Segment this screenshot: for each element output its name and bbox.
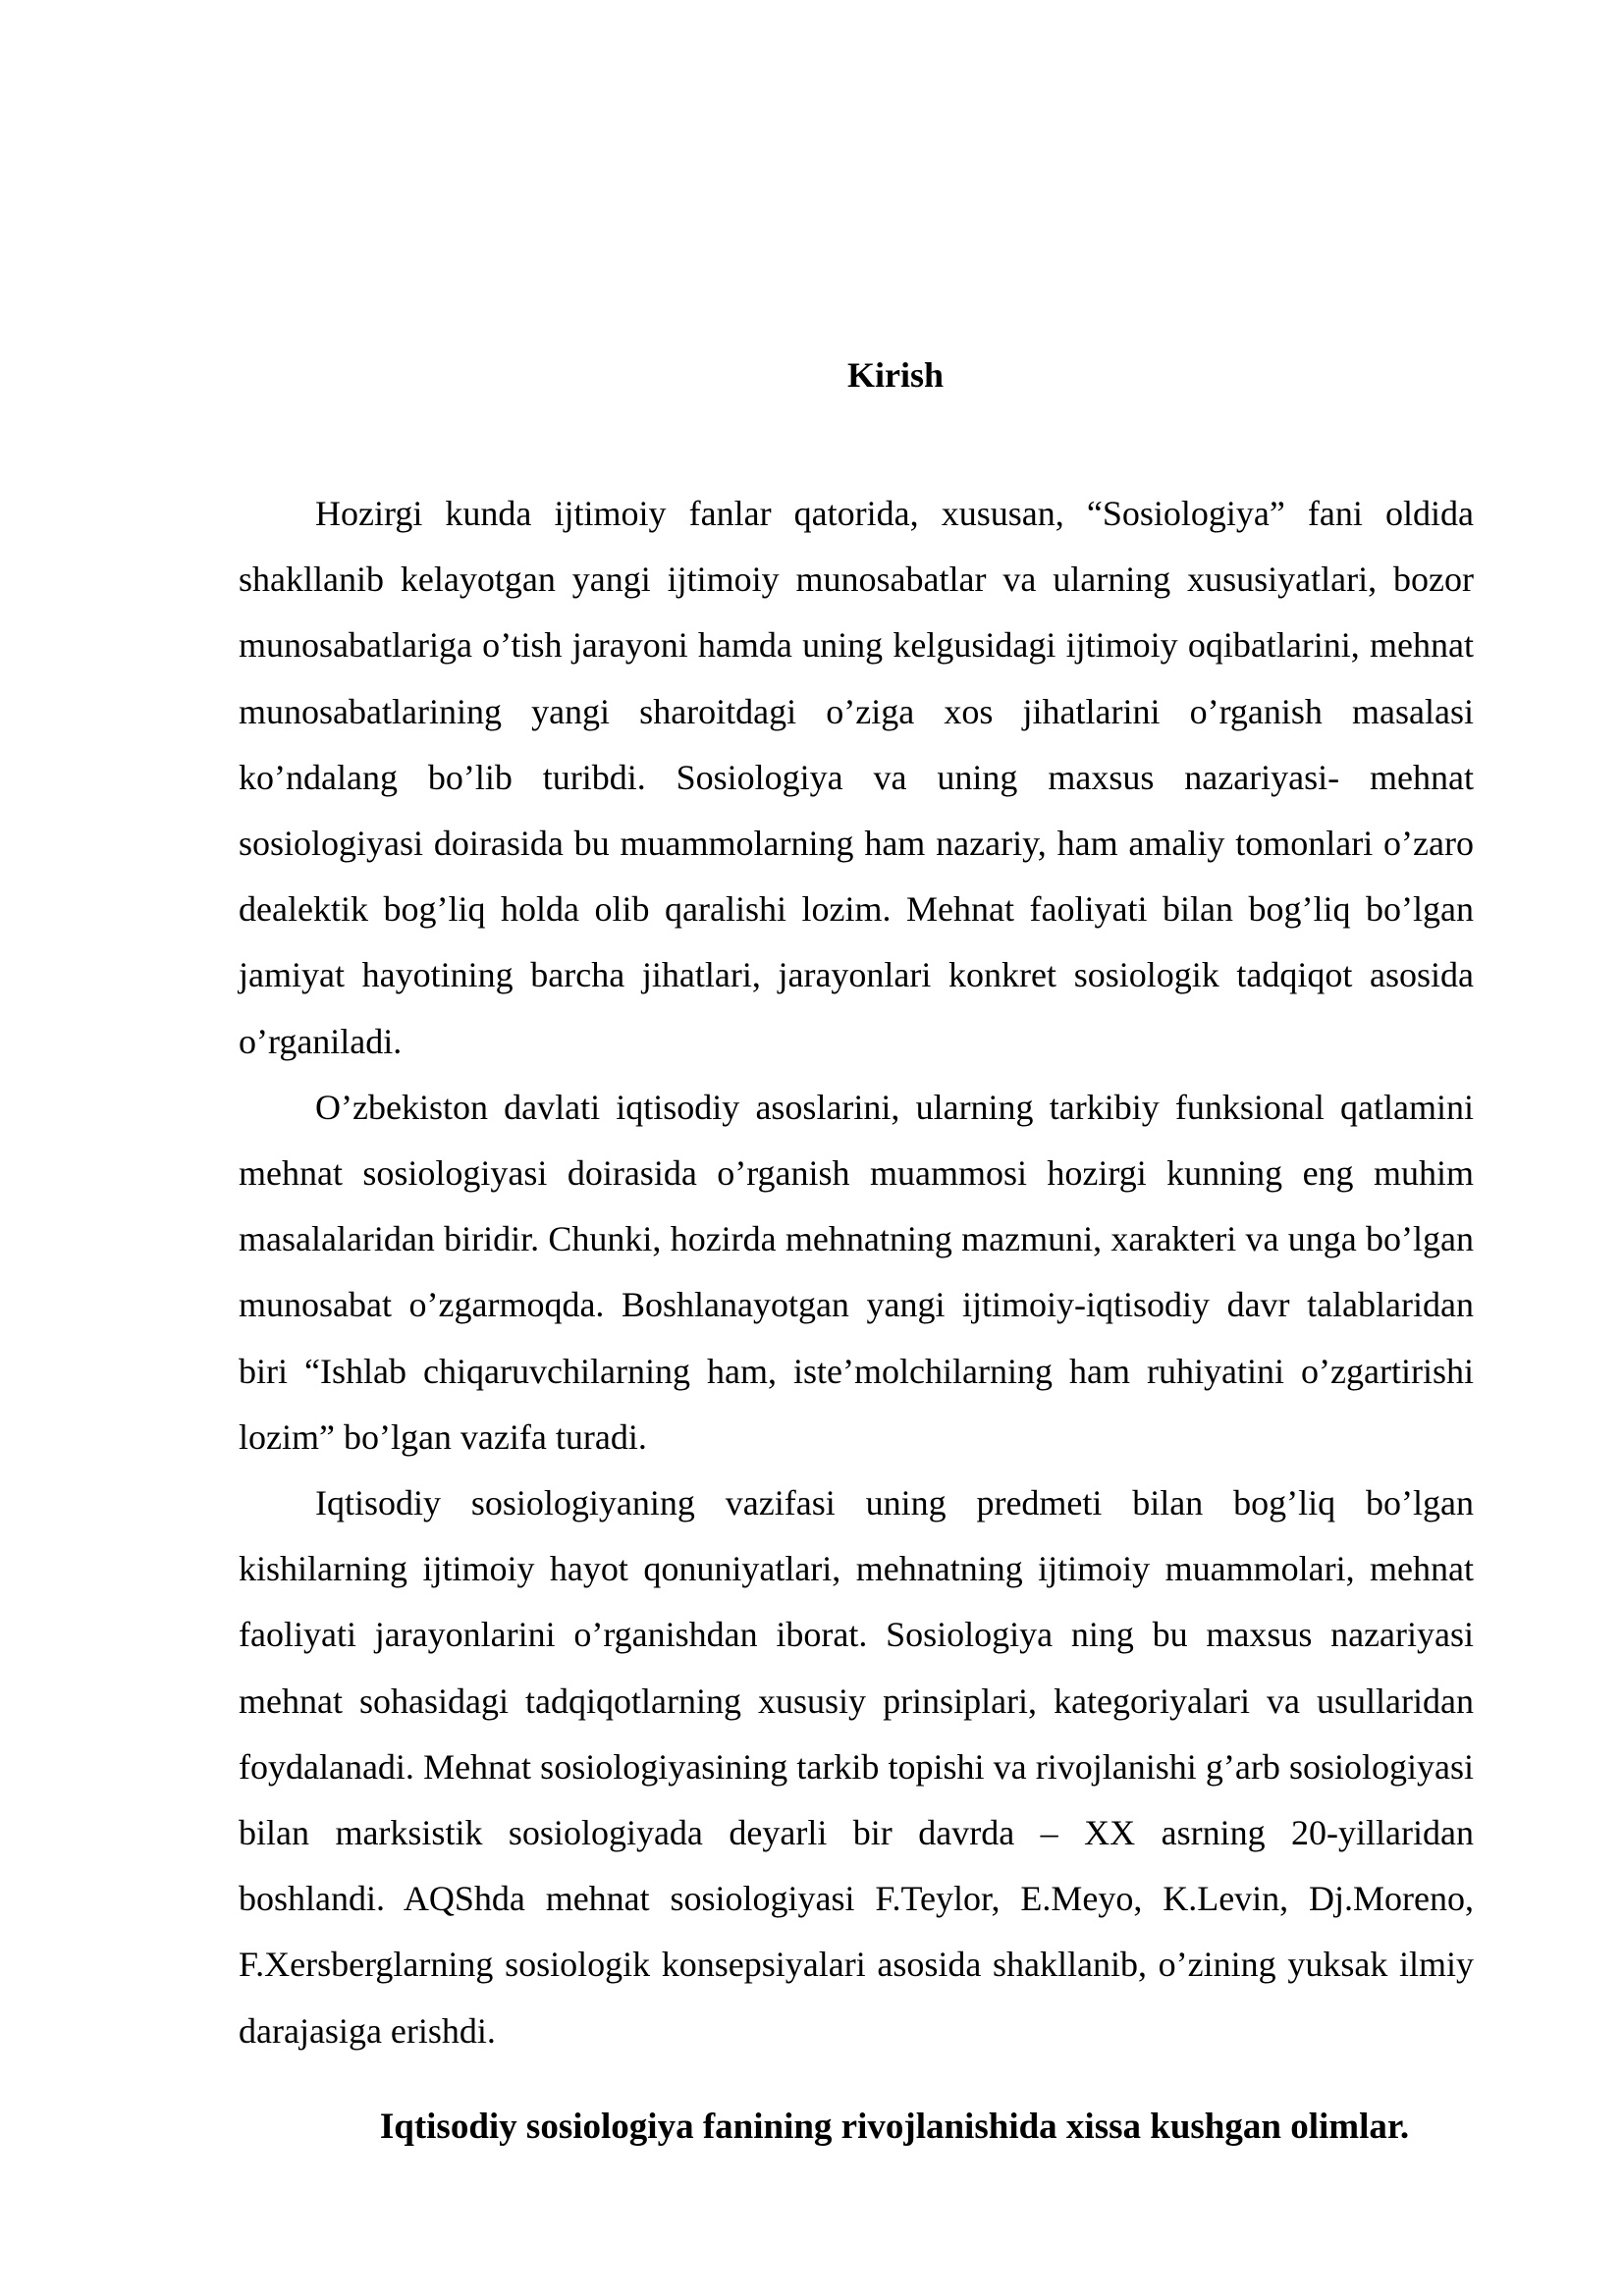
paragraph-3: Iqtisodiy sosiologiyaning vazifasi uning predmeti bilan bog’liq bo’lgan kishilarning ijtimoiy hayot qonuniyatlari, mehnatning ijtimoiy muammolari, mehnat faoliyati jarayonlarini o’rganishdan iborat. Sosiologiya ning bu maxsus nazariyasi mehnat sohasidagi tadqiqotlarning xususiy prinsiplari, kategoriyalari va usullaridan foydalanadi. Mehnat sosiologiyasining tarkib topishi va rivojlanishi g’arb sosiologiyasi bilan marksistik sosiologiyada deyarli bir davrda – XX asrning 20-yillaridan boshlandi. AQShda mehnat sosiologiyasi F.Teylor, E.Meyo, K.Levin, Dj.Moreno, F.Xersberglarning sosiologik konsepsiyalari asosida shakllanib, o’zining yuksak ilmiy darajasiga erishdi. [239, 1483, 1474, 2051]
subheading: Iqtisodiy sosiologiya fanining rivojlanishida xissa kushgan olimlar. [379, 2107, 1410, 2147]
body-text [239, 481, 1474, 2064]
section-title: Kirish [846, 355, 944, 395]
paragraph-1: Hozirgi kunda ijtimoiy fanlar qatorida, xususan, “Sosiologiya” fani oldida shakllanib kelayotgan yangi ijtimoiy munosabatlar va ularning xususiyatlari, bozor munosabatlariga o’tish jarayoni hamda uning kelgusidagi ijtimoiy oqibatlarini, mehnat munosabatlarining yangi sharoitdagi o’ziga xos jihatlarini o’rganish masalasi ko’ndalang bo’lib turibdi. Sosiologiya va uning maxsus nazariyasi- mehnat sosiologiyasi doirasida bu muammolarning ham nazariy, ham amaliy tomonlari o’zaro dealektik bog’liq holda olib qaralishi lozim. Mehnat faoliyati bilan bog’liq bo’lgan jamiyat hayotining barcha jihatlari, jarayonlari konkret sosiologik tadqiqot asosida o’rganiladi. [239, 494, 1474, 1061]
paragraph-2: O’zbekiston davlati iqtisodiy asoslarini, ularning tarkibiy funksional qatlamini mehnat sosiologiyasi doirasida o’rganish muammosi hozirgi kunning eng muhim masalalaridan biridir. Chunki, hozirda mehnatning mazmuni, xarakteri va unga bo’lgan munosabat o’zgarmoqda. Boshlanayotgan yangi ijtimoiy-iqtisodiy davr talablaridan biri “Ishlab chiqaruvchilarning ham, iste’molchilarning ham ruhiyatini o’zgartirishi lozim” bo’lgan vazifa turadi. [239, 1087, 1474, 1457]
